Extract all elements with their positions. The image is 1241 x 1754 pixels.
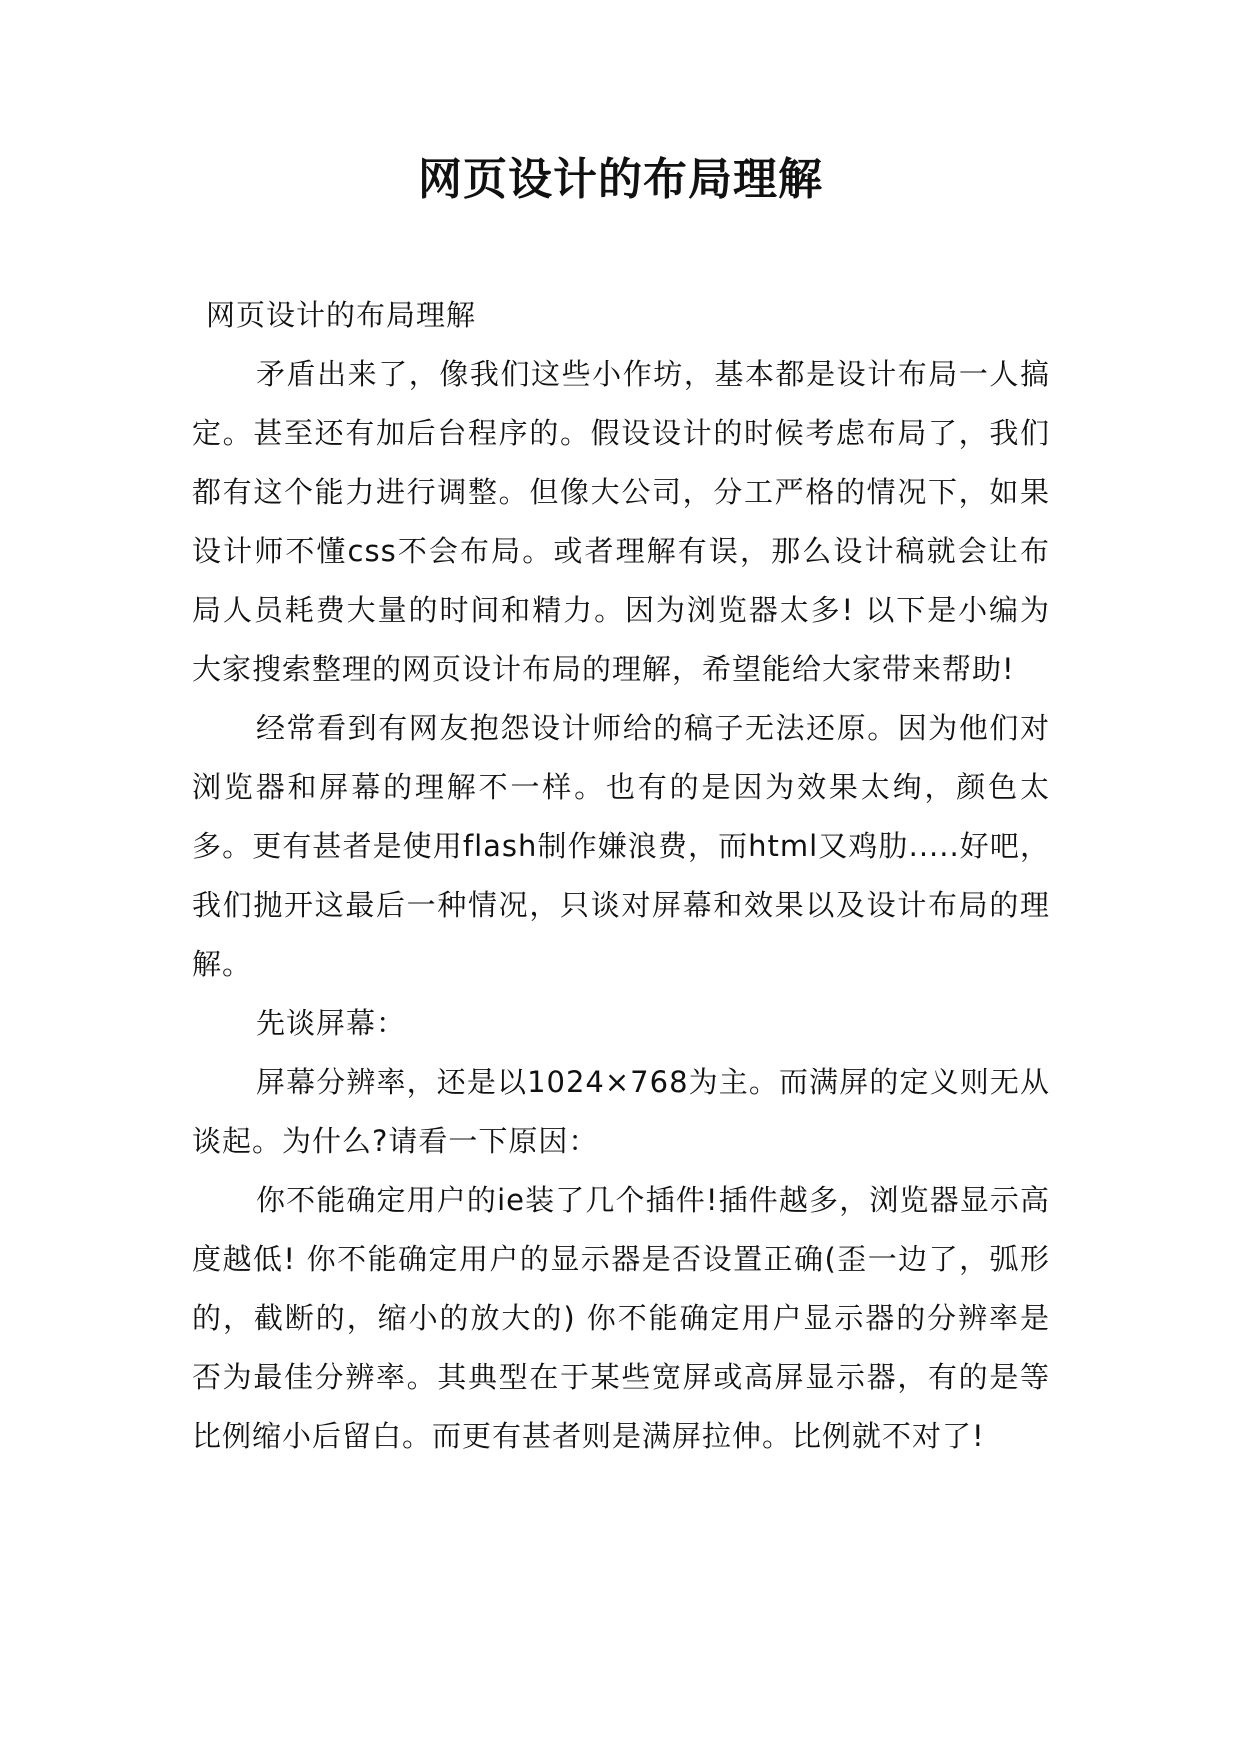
document-title: 网页设计的布局理解 <box>418 154 823 205</box>
paragraph: 你不能确定用户的ie装了几个插件!插件越多，浏览器显示高度越低! 你不能确定用户的显示器是否设置正确(歪一边了，弧形的，截断的，缩小的放大的) 你不能确定用户显示器的分辨率是否为最佳分辨率。其典型在于某些宽屏或高屏显示器，有的是等比例缩小后留白。而更有甚者则是满屏拉伸。比例就不对了! <box>192 1183 1050 1453</box>
document-body <box>192 286 1050 1466</box>
paragraph: 矛盾出来了，像我们这些小作坊，基本都是设计布局一人搞定。甚至还有加后台程序的。假设设计的时候考虑布局了，我们都有这个能力进行调整。但像大公司，分工严格的情况下，如果设计师不懂css不会布局。或者理解有误，那么设计稿就会让布局人员耗费大量的时间和精力。因为浏览器太多! 以下是小编为大家搜索整理的网页设计布局的理解，希望能给大家带来帮助! <box>192 357 1050 686</box>
paragraph: 屏幕分辨率，还是以1024×768为主。而满屏的定义则无从谈起。为什么?请看一下原因： <box>192 1065 1050 1158</box>
paragraph: 先谈屏幕： <box>256 1006 407 1040</box>
paragraph: 经常看到有网友抱怨设计师给的稿子无法还原。因为他们对浏览器和屏幕的理解不一样。也有的是因为效果太绚，颜色太多。更有甚者是使用flash制作嫌浪费，而html又鸡肋.....好吧，我们抛开这最后一种情况，只谈对屏幕和效果以及设计布局的理解。 <box>192 711 1050 981</box>
document-subtitle: 网页设计的布局理解 <box>206 298 477 332</box>
